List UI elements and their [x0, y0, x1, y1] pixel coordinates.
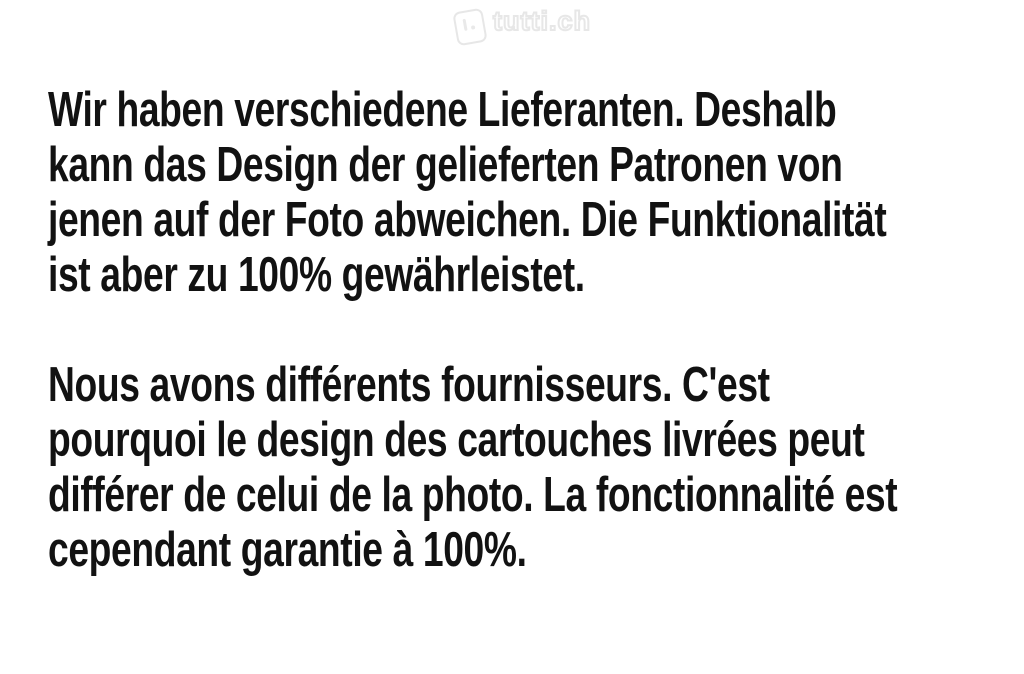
german-text-line-4: ist aber zu 100% gewährleistet.: [48, 248, 585, 302]
tutti-logo-icon: [452, 8, 487, 47]
tutti-logo-face-dot: [471, 25, 476, 30]
paragraph-gap: [48, 303, 1024, 358]
tutti-watermark: [455, 6, 591, 44]
description-text: [48, 83, 1024, 578]
french-text-line-2: pourquoi le design des cartouches livrées peut: [48, 413, 865, 467]
german-text-line-2: kann das Design der gelieferten Patronen von: [48, 138, 843, 192]
german-text-line-1: Wir haben verschiedene Lieferanten. Deshalb: [48, 83, 837, 137]
german-paragraph: [48, 83, 1024, 303]
tutti-logo-face-bar: [463, 19, 468, 31]
french-text-line-4: cependant garantie à 100%.: [48, 523, 527, 577]
french-text-line-1: Nous avons différents fournisseurs. C'est: [48, 358, 770, 412]
german-text-line-3: jenen auf der Foto abweichen. Die Funktionalität: [48, 193, 887, 247]
french-text-line-3: différer de celui de la photo. La fonctionnalité est: [48, 468, 898, 522]
french-paragraph: [48, 358, 1024, 578]
tutti-watermark-text: tutti.ch: [493, 6, 591, 36]
